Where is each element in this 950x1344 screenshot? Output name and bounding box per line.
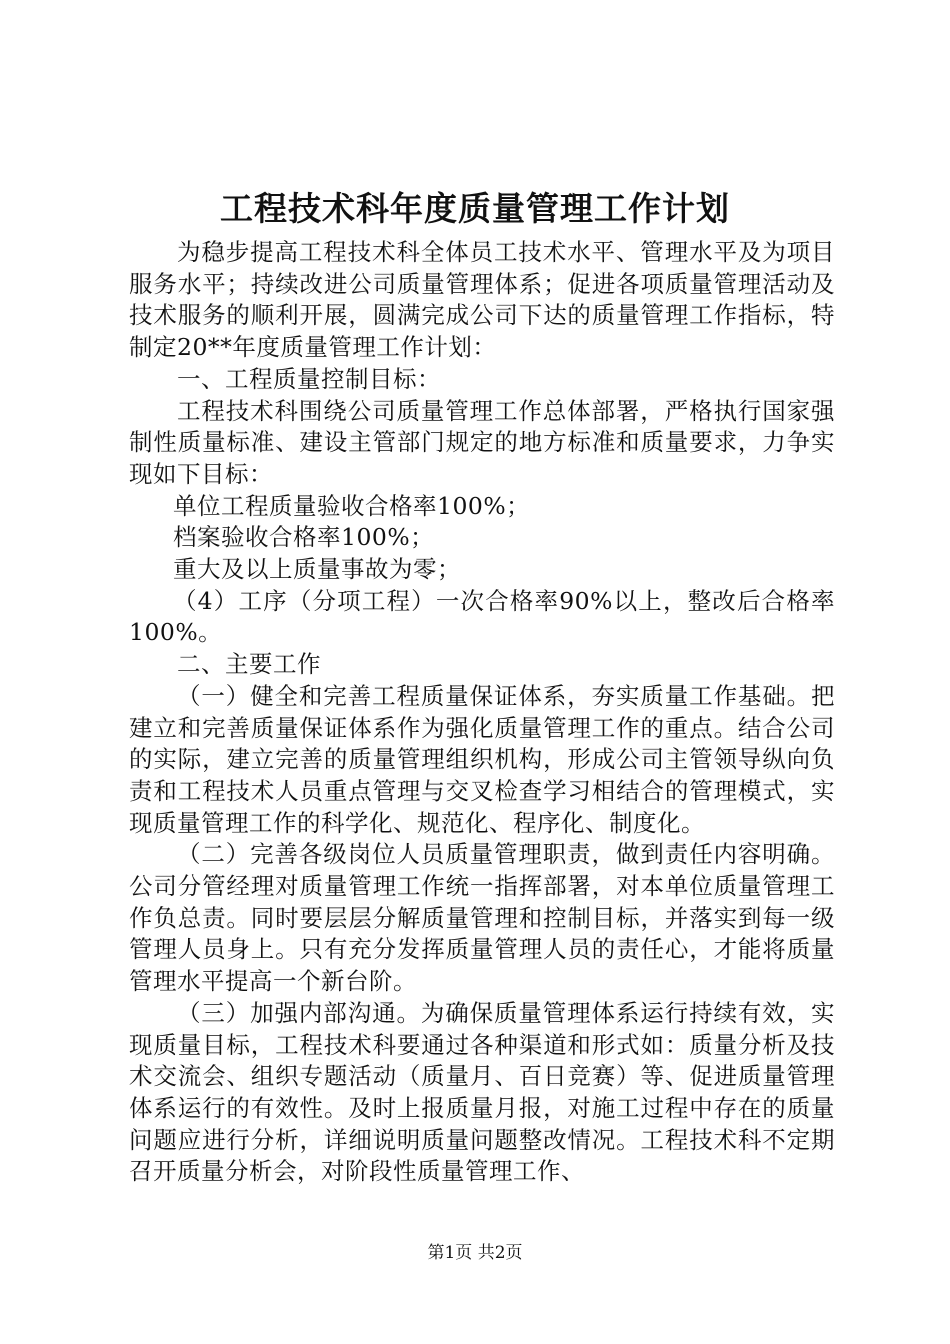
document-title: 工程技术科年度质量管理工作计划	[220, 189, 730, 228]
goal-item: 单位工程质量验收合格率100%；	[173, 491, 531, 520]
work-paragraph: （二）完善各级岗位人员质量管理职责，做到责任内容明确。公司分管经理对质量管理工作统一指挥部署，对本单位质量管理工作负总责。同时要层层分解质量管理和控制目标，并落实到每一级管理人员身上。只有充分发挥质量管理人员的责任心，才能将质量管理水平提高一个新台阶。	[129, 840, 835, 996]
goal-item: （4）工序（分项工程）一次合格率90%以上，整改后合格率100%。	[129, 586, 835, 647]
page-footer: 第1页 共2页	[427, 1243, 523, 1263]
work-paragraph: （一）健全和完善工程质量保证体系，夯实质量工作基础。把建立和完善质量保证体系作为强化质量管理工作的重点。结合公司的实际，建立完善的质量管理组织机构，形成公司主管领导纵向负责和工程技术人员重点管理与交叉检查学习相结合的管理模式，实现质量管理工作的科学化、规范化、程序化、制度化。	[129, 681, 835, 837]
document-body	[129, 237, 835, 1188]
section-heading-goals: 一、工程质量控制目标：	[177, 364, 441, 393]
goals-paragraph: 工程技术科围绕公司质量管理工作总体部署，严格执行国家强制性质量标准、建设主管部门规定的地方标准和质量要求，力争实现如下目标：	[129, 396, 835, 488]
intro-paragraph: 为稳步提高工程技术科全体员工技术水平、管理水平及为项目服务水平；持续改进公司质量管理体系；促进各项质量管理活动及技术服务的顺利开展，圆满完成公司下达的质量管理工作指标，特制定20**年度质量管理工作计划：	[129, 238, 835, 362]
goal-item: 档案验收合格率100%；	[173, 523, 435, 552]
goal-item: 重大及以上质量事故为零；	[173, 555, 461, 584]
section-heading-work: 二、主要工作	[177, 650, 321, 679]
work-paragraph: （三）加强内部沟通。为确保质量管理体系运行持续有效，实现质量目标，工程技术科要通过各种渠道和形式如：质量分析及技术交流会、组织专题活动（质量月、百日竞赛）等、促进质量管理体系运行的有效性。及时上报质量月报，对施工过程中存在的质量问题应进行分析，详细说明质量问题整改情况。工程技术科不定期召开质量分析会，对阶段性质量管理工作、	[129, 998, 835, 1186]
